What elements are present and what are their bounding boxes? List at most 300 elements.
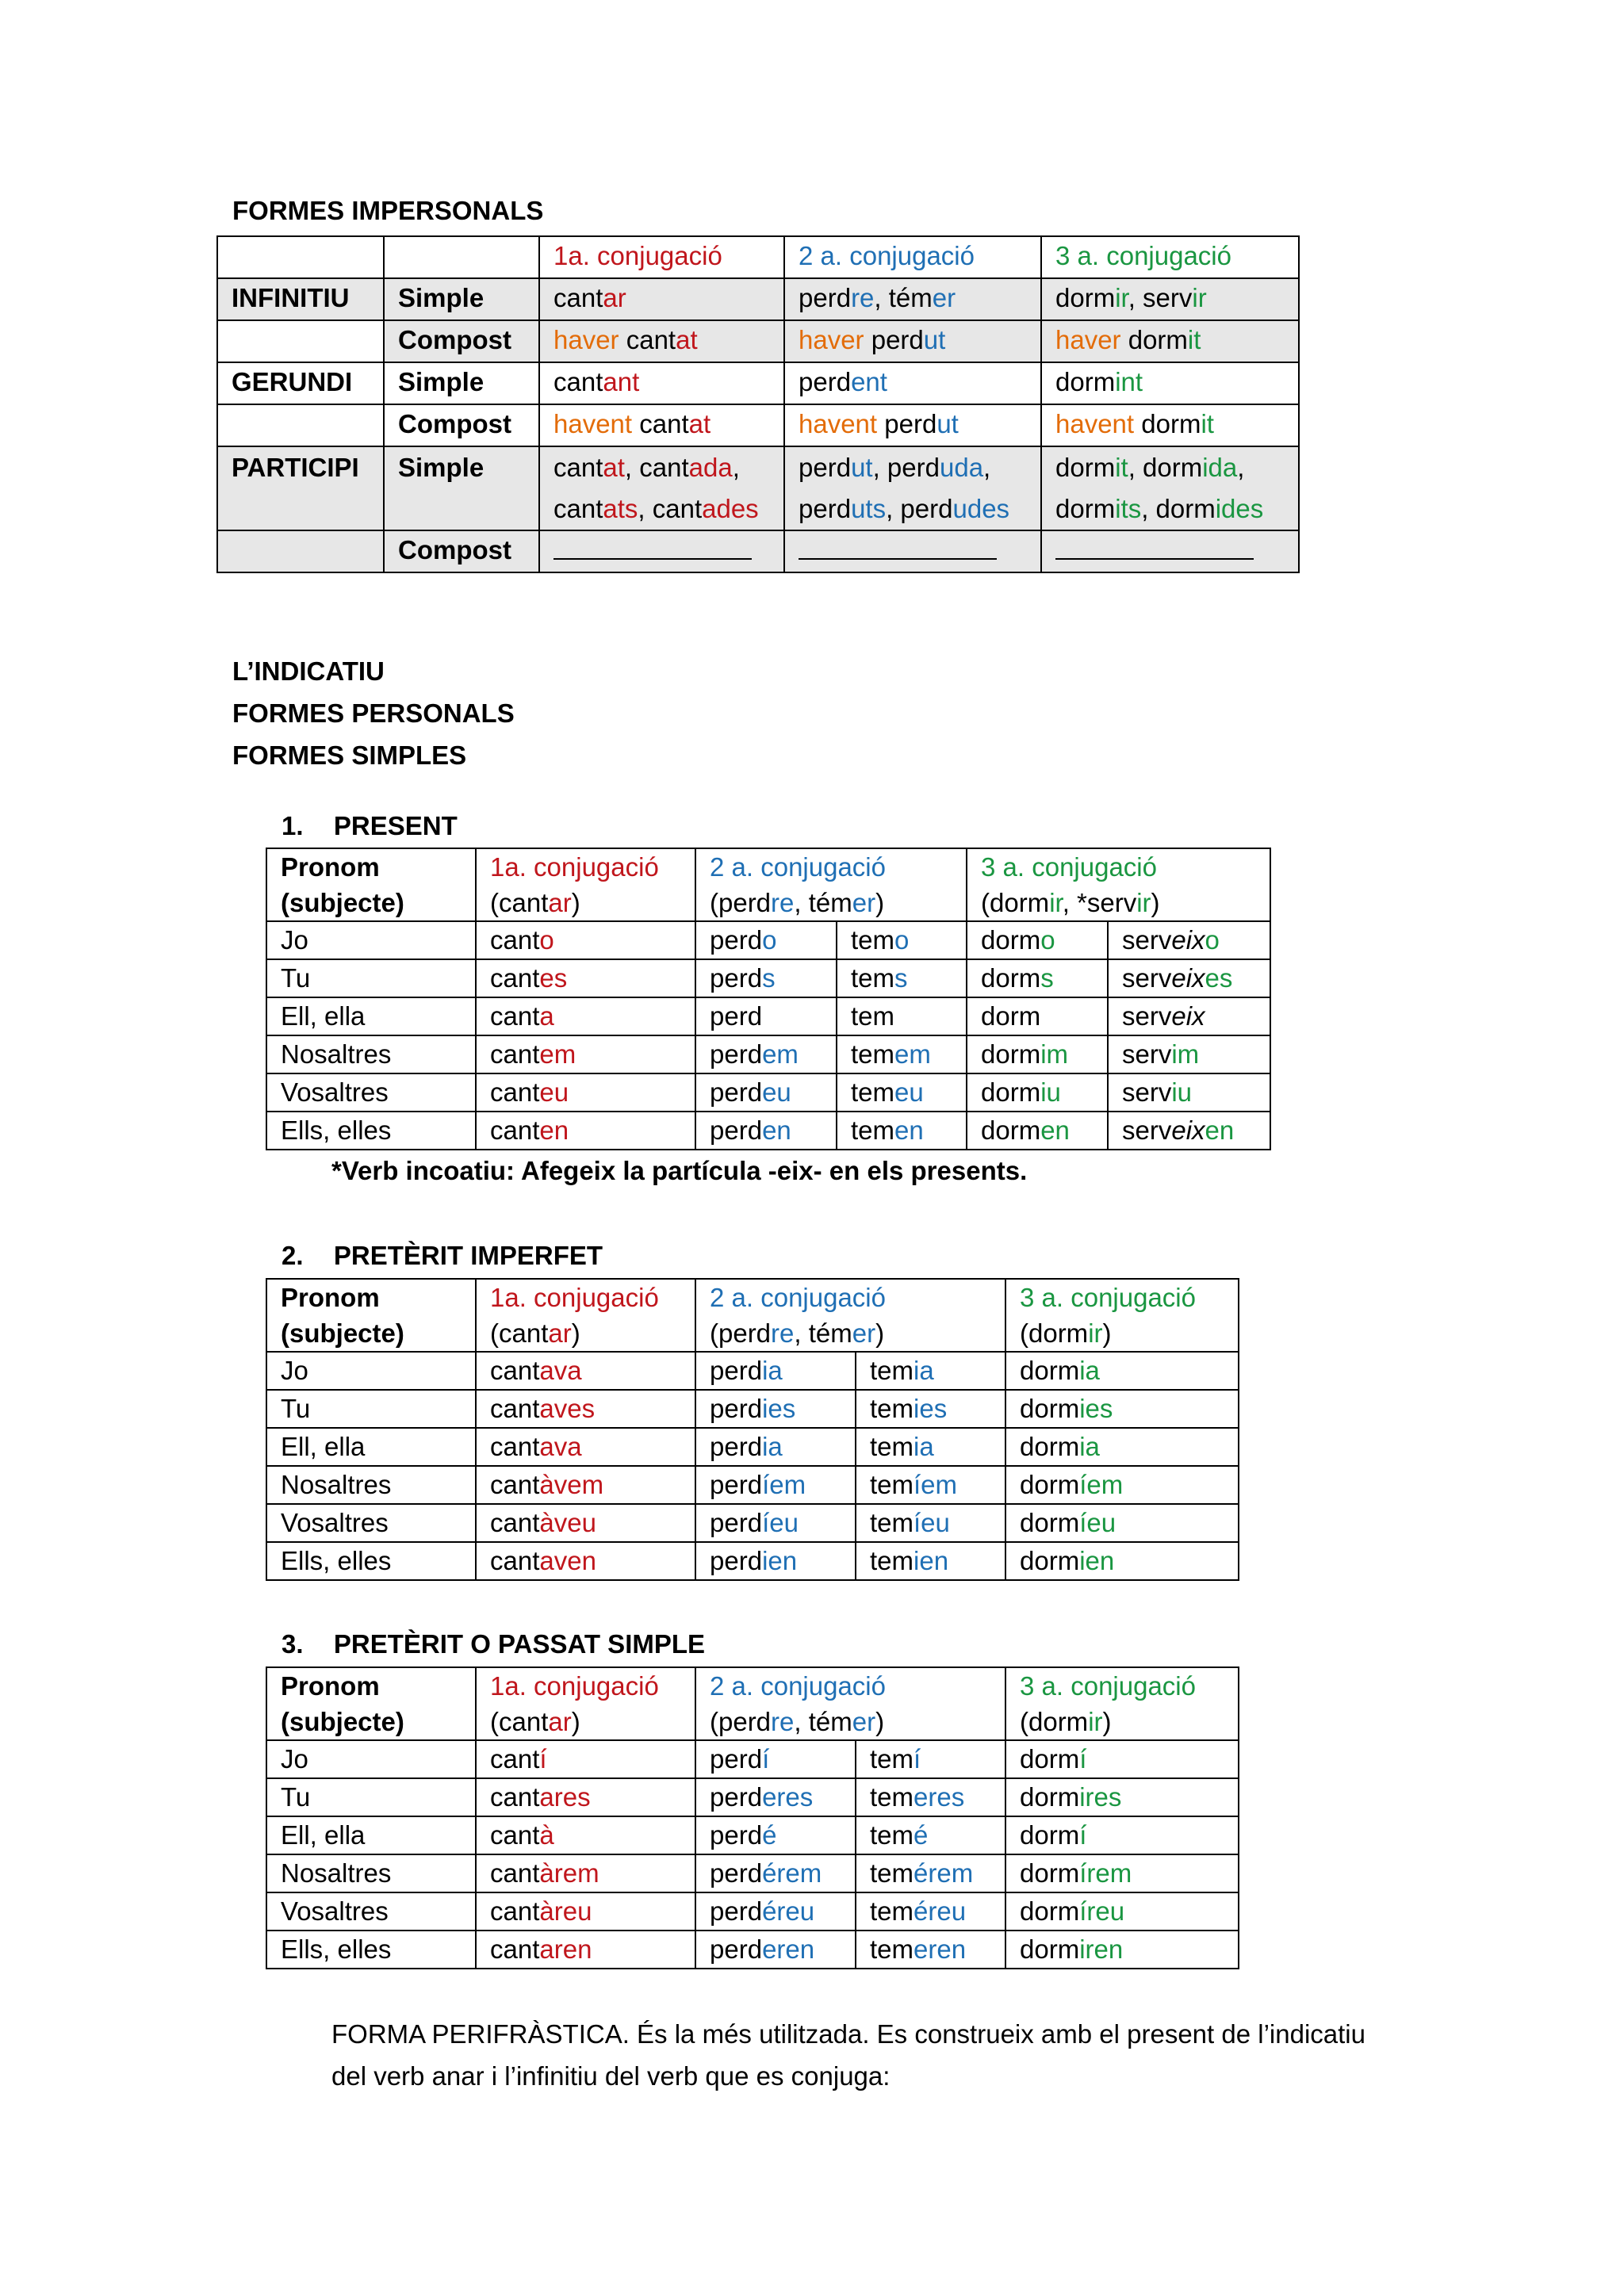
text-segment: perd xyxy=(864,325,924,354)
pronoun-header xyxy=(266,1279,476,1352)
present-title-text: PRESENT xyxy=(333,811,458,840)
conjugated-form-cell xyxy=(476,1816,695,1854)
text-segment: cant xyxy=(490,1896,540,1926)
conjugated-form-cell xyxy=(1108,1112,1270,1150)
text-segment: ar xyxy=(548,888,572,917)
subject-header-label: (subjecte) xyxy=(281,888,404,917)
text-segment: perd xyxy=(710,1394,763,1423)
text-segment: tem xyxy=(851,1039,895,1069)
conjugated-form-cell xyxy=(476,1778,695,1816)
conjugated-form-cell xyxy=(967,959,1108,997)
conjugated-form-cell xyxy=(856,1854,1005,1892)
text-segment: es xyxy=(1205,963,1233,993)
blank-answer-cell xyxy=(1041,530,1299,572)
text-segment: s xyxy=(762,963,776,993)
text-segment: tem xyxy=(851,963,895,993)
first-conjugation-header xyxy=(476,1279,695,1352)
text-segment: perd xyxy=(710,1356,763,1385)
conjugated-form-cell xyxy=(476,1542,695,1580)
text-segment: 1a. conjugació xyxy=(490,1671,659,1701)
text-segment: (cant xyxy=(490,1707,549,1736)
text-segment: ar xyxy=(548,1707,572,1736)
text-segment: ies xyxy=(914,1394,948,1423)
text-segment: tem xyxy=(851,1001,895,1031)
text-segment: re xyxy=(851,283,875,312)
conjugated-form-cell xyxy=(856,1931,1005,1969)
text-segment: à xyxy=(539,1820,554,1850)
text-segment: cant xyxy=(490,1394,540,1423)
text-segment: perd xyxy=(710,1546,763,1575)
text-segment: havent xyxy=(799,409,878,438)
text-segment: iu xyxy=(1171,1077,1193,1107)
text-segment: perd xyxy=(710,1001,763,1031)
text-segment: ides xyxy=(1215,494,1264,523)
conjugated-form-cell xyxy=(1005,1428,1239,1466)
text-segment: íeu xyxy=(1079,1508,1116,1537)
text-segment: eu xyxy=(539,1077,569,1107)
text-segment: it xyxy=(1201,409,1214,438)
present-table xyxy=(266,848,1271,1150)
conjugated-form-cell xyxy=(695,1352,856,1390)
form-type-label: Compost xyxy=(384,320,539,362)
text-segment: eres xyxy=(914,1782,965,1812)
text-segment: dorm xyxy=(1020,1820,1080,1850)
conjugated-form-cell xyxy=(476,1931,695,1969)
section-heading-formes-simples: FORMES SIMPLES xyxy=(232,740,467,770)
blank-answer-cell xyxy=(784,530,1041,572)
text-segment: , cant xyxy=(624,453,689,482)
text-segment: aves xyxy=(539,1394,596,1423)
conjugated-form-cell xyxy=(476,1428,695,1466)
conjugated-form-cell xyxy=(1005,1504,1239,1542)
col-header-third-conjugation: 3 a. conjugació xyxy=(1041,236,1299,278)
conjugated-form-cell xyxy=(856,1892,1005,1931)
text-segment: cant xyxy=(490,1858,540,1888)
conjugation-cell xyxy=(1041,278,1299,320)
text-segment: cant xyxy=(490,1077,540,1107)
text-segment: (dorm xyxy=(1020,1707,1089,1736)
text-segment: , dorm xyxy=(1141,494,1216,523)
text-segment: aren xyxy=(539,1934,592,1964)
text-segment: tem xyxy=(870,1782,914,1812)
text-segment: re xyxy=(771,1707,795,1736)
conjugated-form-cell xyxy=(1005,1892,1239,1931)
pronoun-cell: Vosaltres xyxy=(266,1892,476,1931)
text-segment: 3 a. conjugació xyxy=(1020,1283,1196,1312)
text-segment: ia xyxy=(1079,1356,1100,1385)
pronoun-cell: Jo xyxy=(266,921,476,959)
text-segment: ia xyxy=(914,1356,934,1385)
passat-simple-title-text: PRETÈRIT O PASSAT SIMPLE xyxy=(333,1629,706,1659)
text-segment: , xyxy=(732,453,740,482)
text-segment: eren xyxy=(762,1934,815,1964)
form-group-label xyxy=(217,320,384,362)
text-segment: em xyxy=(762,1039,799,1069)
conjugated-form-cell xyxy=(1005,1740,1239,1778)
pronoun-header xyxy=(266,1667,476,1740)
text-segment: , tém xyxy=(794,1707,852,1736)
conjugated-form-cell xyxy=(695,1778,856,1816)
table-row xyxy=(266,1931,1239,1969)
text-segment: dorm xyxy=(1020,1858,1080,1888)
form-group-label: INFINITIU xyxy=(217,278,384,320)
text-segment: o xyxy=(762,925,777,955)
text-segment: cant xyxy=(490,1470,540,1499)
text-segment: perd xyxy=(710,1508,763,1537)
table-row xyxy=(266,1428,1239,1466)
text-segment: ats xyxy=(603,494,638,523)
conjugated-form-cell xyxy=(1005,1931,1239,1969)
conjugated-form-cell xyxy=(1005,1466,1239,1504)
text-segment: ir xyxy=(1192,283,1207,312)
text-segment: dorm xyxy=(1020,1470,1080,1499)
text-segment: í xyxy=(914,1744,921,1774)
conjugated-form-cell xyxy=(695,1542,856,1580)
text-segment: ut xyxy=(851,453,873,482)
pronoun-header xyxy=(266,848,476,921)
table-row xyxy=(266,997,1270,1035)
blank-line xyxy=(1055,531,1254,560)
conjugation-cell xyxy=(784,446,1041,530)
table-row xyxy=(266,1892,1239,1931)
text-segment: dorm xyxy=(981,963,1041,993)
pronoun-header-label: Pronom xyxy=(281,1283,380,1312)
form-group-label xyxy=(217,404,384,446)
passat-simple-title-number: 3. xyxy=(282,1629,304,1659)
text-segment: àrem xyxy=(539,1858,599,1888)
text-segment: ida xyxy=(1202,453,1238,482)
text-segment: eres xyxy=(762,1782,814,1812)
text-segment: perd xyxy=(799,453,852,482)
text-segment: eix xyxy=(1171,1115,1205,1145)
text-segment: im xyxy=(1040,1039,1069,1069)
conjugated-form-cell xyxy=(1108,997,1270,1035)
text-segment: ien xyxy=(1079,1546,1115,1575)
text-segment: it xyxy=(1187,325,1201,354)
conjugated-form-cell xyxy=(1005,1390,1239,1428)
text-segment: perd xyxy=(710,1934,763,1964)
conjugated-form-cell xyxy=(476,1504,695,1542)
form-type-label: Simple xyxy=(384,446,539,530)
text-segment: íem xyxy=(1079,1470,1124,1499)
conjugated-form-cell xyxy=(695,1740,856,1778)
conjugated-form-cell xyxy=(1005,1854,1239,1892)
conjugated-form-cell xyxy=(837,1073,967,1112)
text-segment: dorm xyxy=(1020,1934,1080,1964)
third-conjugation-header xyxy=(1005,1279,1239,1352)
conjugated-form-cell xyxy=(695,1504,856,1542)
text-segment: perd xyxy=(710,1039,763,1069)
text-segment: dorm xyxy=(981,1115,1041,1145)
pronoun-cell: Ell, ella xyxy=(266,1816,476,1854)
text-segment: (cant xyxy=(490,888,549,917)
text-segment: eu xyxy=(762,1077,791,1107)
text-segment: ) xyxy=(571,1318,580,1348)
text-segment: , perd xyxy=(872,453,940,482)
text-segment: é xyxy=(914,1820,929,1850)
text-segment: dorm xyxy=(1055,283,1116,312)
text-segment: tem xyxy=(851,1115,895,1145)
conjugated-form-cell xyxy=(1108,1073,1270,1112)
text-segment: dorm xyxy=(1020,1508,1080,1537)
second-conjugation-header xyxy=(695,1667,1005,1740)
text-segment: dorm xyxy=(1020,1546,1080,1575)
pronoun-cell: Jo xyxy=(266,1740,476,1778)
text-segment: cant xyxy=(490,963,540,993)
text-segment: ies xyxy=(762,1394,796,1423)
conjugated-form-cell xyxy=(695,921,837,959)
text-segment: cant xyxy=(490,1820,540,1850)
text-segment: ut xyxy=(923,325,946,354)
text-segment: cant xyxy=(490,1546,540,1575)
text-segment: , tém xyxy=(794,1318,852,1348)
text-segment: tem xyxy=(870,1858,914,1888)
text-segment: tem xyxy=(870,1470,914,1499)
incoative-verb-note: *Verb incoatiu: Afegeix la partícula -eix- en els presents. xyxy=(331,1156,1028,1185)
conjugation-cell xyxy=(1041,320,1299,362)
conjugation-cell xyxy=(1041,446,1299,530)
table-row xyxy=(217,446,1299,530)
text-segment: perd xyxy=(710,1432,763,1461)
text-segment: o xyxy=(894,925,910,955)
conjugated-form-cell xyxy=(837,1035,967,1073)
conjugated-form-cell xyxy=(695,1112,837,1150)
conjugated-form-cell xyxy=(856,1816,1005,1854)
text-segment: cant xyxy=(490,1432,540,1461)
empty-cell xyxy=(384,236,539,278)
text-segment: íem xyxy=(914,1470,958,1499)
text-segment: perd xyxy=(799,283,852,312)
form-type-label: Compost xyxy=(384,530,539,572)
present-rows xyxy=(266,921,1270,1150)
text-segment: ien xyxy=(914,1546,949,1575)
conjugated-form-cell xyxy=(856,1428,1005,1466)
conjugated-form-cell xyxy=(695,1390,856,1428)
text-segment: dorm xyxy=(1055,453,1116,482)
text-segment: íem xyxy=(762,1470,806,1499)
conjugated-form-cell xyxy=(695,997,837,1035)
passat-simple-rows xyxy=(266,1740,1239,1969)
conjugation-cell xyxy=(1041,404,1299,446)
form-type-label: Simple xyxy=(384,362,539,404)
text-segment: haver xyxy=(799,325,864,354)
conjugated-form-cell xyxy=(967,1035,1108,1073)
text-segment: uts xyxy=(851,494,887,523)
text-segment: (cant xyxy=(490,1318,549,1348)
text-segment: cant xyxy=(490,1508,540,1537)
text-segment: dorm xyxy=(1020,1394,1080,1423)
table-row xyxy=(266,921,1270,959)
text-segment: cant xyxy=(490,1039,540,1069)
periphrastic-line: FORMA PERIFRÀSTICA. És la més utilitzada. Es construeix amb el present de l’indicatiu xyxy=(331,2019,1365,2049)
pronoun-cell: Ells, elles xyxy=(266,1112,476,1150)
form-type-label: Compost xyxy=(384,404,539,446)
conjugated-form-cell xyxy=(695,1892,856,1931)
text-segment: em xyxy=(539,1039,576,1069)
conjugation-cell xyxy=(784,320,1041,362)
text-segment: eren xyxy=(914,1934,967,1964)
conjugated-form-cell xyxy=(856,1466,1005,1504)
conjugated-form-cell xyxy=(967,921,1108,959)
text-segment: iren xyxy=(1079,1934,1124,1964)
table-row xyxy=(266,1466,1239,1504)
conjugated-form-cell xyxy=(695,959,837,997)
passat-simple-title xyxy=(282,1628,705,1660)
conjugation-cell xyxy=(784,278,1041,320)
text-segment: í xyxy=(762,1744,770,1774)
text-segment: ir xyxy=(1088,1707,1103,1736)
table-row xyxy=(266,1390,1239,1428)
text-segment: dorm xyxy=(1055,367,1116,396)
conjugated-form-cell xyxy=(967,997,1108,1035)
text-segment: o xyxy=(1205,925,1220,955)
text-segment: í xyxy=(539,1744,547,1774)
table-row xyxy=(266,1352,1239,1390)
text-segment: dorm xyxy=(981,1001,1041,1031)
text-segment: cant xyxy=(490,1934,540,1964)
text-segment: at xyxy=(603,453,625,482)
text-segment: ada xyxy=(688,453,733,482)
text-segment: en xyxy=(539,1115,569,1145)
text-segment: em xyxy=(894,1039,931,1069)
table-row xyxy=(266,1740,1239,1778)
col-header-second-conjugation: 2 a. conjugació xyxy=(784,236,1041,278)
text-segment: a xyxy=(539,1001,554,1031)
text-segment: cant xyxy=(490,925,540,955)
text-segment: ar xyxy=(603,283,626,312)
pronoun-cell: Nosaltres xyxy=(266,1854,476,1892)
text-segment: àveu xyxy=(539,1508,596,1537)
text-segment: it xyxy=(1115,453,1128,482)
text-segment: uda xyxy=(939,453,984,482)
table-row xyxy=(266,1073,1270,1112)
impersonal-forms-table xyxy=(216,235,1300,573)
conjugated-form-cell xyxy=(1108,1035,1270,1073)
conjugated-form-cell xyxy=(856,1352,1005,1390)
text-segment: tem xyxy=(870,1508,914,1537)
conjugated-form-cell xyxy=(695,1854,856,1892)
text-segment: at xyxy=(676,325,698,354)
conjugated-form-cell xyxy=(1005,1352,1239,1390)
text-segment: ant xyxy=(603,367,640,396)
conjugated-form-cell xyxy=(695,1931,856,1969)
table-row xyxy=(217,362,1299,404)
pronoun-header-label: Pronom xyxy=(281,852,380,882)
table-row xyxy=(217,530,1299,572)
text-segment: ava xyxy=(539,1356,582,1385)
text-segment: perd xyxy=(710,1077,763,1107)
text-segment: , serv xyxy=(1128,283,1193,312)
text-segment: er xyxy=(852,1318,876,1348)
text-segment: ir xyxy=(1115,283,1128,312)
first-conjugation-header xyxy=(476,1667,695,1740)
text-segment: írem xyxy=(1079,1858,1132,1888)
conjugated-form-cell xyxy=(967,1073,1108,1112)
conjugated-form-cell xyxy=(1108,921,1270,959)
text-segment: serv xyxy=(1122,925,1172,955)
text-segment: serv xyxy=(1122,1077,1172,1107)
table-row xyxy=(217,278,1299,320)
third-conjugation-header xyxy=(1005,1667,1239,1740)
text-segment: tem xyxy=(870,1934,914,1964)
conjugated-form-cell xyxy=(856,1740,1005,1778)
passat-simple-table xyxy=(266,1667,1239,1969)
form-type-label: Simple xyxy=(384,278,539,320)
text-segment: dorm xyxy=(1020,1744,1080,1774)
text-segment: at xyxy=(688,409,711,438)
text-segment: perd xyxy=(799,367,852,396)
text-segment: ava xyxy=(539,1432,582,1461)
section-heading-indicatiu: L’INDICATIU xyxy=(232,656,385,686)
text-segment: er xyxy=(932,283,956,312)
table-row xyxy=(217,404,1299,446)
text-segment: udes xyxy=(952,494,1010,523)
text-segment: en xyxy=(762,1115,791,1145)
text-segment: haver xyxy=(553,325,619,354)
conjugated-form-cell xyxy=(856,1390,1005,1428)
conjugation-cell xyxy=(539,404,784,446)
table-row xyxy=(266,1112,1270,1150)
conjugation-cell xyxy=(539,362,784,404)
form-group-label xyxy=(217,530,384,572)
col-header-first-conjugation: 1a. conjugació xyxy=(539,236,784,278)
text-segment: , xyxy=(983,453,991,482)
pronoun-cell: Tu xyxy=(266,1778,476,1816)
text-segment: cant xyxy=(619,325,676,354)
imperfet-rows xyxy=(266,1352,1239,1580)
table-row xyxy=(266,1035,1270,1073)
pronoun-cell: Vosaltres xyxy=(266,1504,476,1542)
text-segment: cant xyxy=(553,283,603,312)
text-segment: tem xyxy=(870,1394,914,1423)
text-segment: cant xyxy=(553,367,603,396)
text-segment: (dorm xyxy=(1020,1318,1089,1348)
conjugated-form-cell xyxy=(476,1035,695,1073)
text-segment: (perd xyxy=(710,888,772,917)
text-segment: cant xyxy=(553,453,603,482)
text-segment: havent xyxy=(553,409,633,438)
text-segment: dorm xyxy=(1020,1356,1080,1385)
text-segment: serv xyxy=(1122,963,1172,993)
conjugated-form-cell xyxy=(856,1542,1005,1580)
conjugated-form-cell xyxy=(476,1892,695,1931)
table-row xyxy=(266,1504,1239,1542)
text-segment: cant xyxy=(490,1001,540,1031)
text-segment: eu xyxy=(894,1077,924,1107)
text-segment: í xyxy=(1079,1744,1087,1774)
text-segment: (perd xyxy=(710,1318,772,1348)
text-segment: re xyxy=(771,1318,795,1348)
text-segment: 1a. conjugació xyxy=(490,1283,659,1312)
text-segment: perd xyxy=(877,409,937,438)
conjugated-form-cell xyxy=(476,959,695,997)
first-conjugation-header xyxy=(476,848,695,921)
text-segment: cant xyxy=(490,1356,540,1385)
text-segment: ia xyxy=(1079,1432,1100,1461)
text-segment: dorm xyxy=(981,1077,1041,1107)
conjugation-cell xyxy=(539,320,784,362)
text-segment: ia xyxy=(762,1356,783,1385)
text-segment: tem xyxy=(870,1546,914,1575)
conjugated-form-cell xyxy=(476,1073,695,1112)
text-segment: , dorm xyxy=(1128,453,1203,482)
conjugated-form-cell xyxy=(476,1740,695,1778)
text-segment: cant xyxy=(490,1115,540,1145)
imperfet-title-number: 2. xyxy=(282,1241,304,1270)
periphrastic-line: del verb anar i l’infinitiu del verb que es conjuga: xyxy=(331,2061,891,2091)
pronoun-cell: Ell, ella xyxy=(266,1428,476,1466)
text-segment: en xyxy=(894,1115,924,1145)
